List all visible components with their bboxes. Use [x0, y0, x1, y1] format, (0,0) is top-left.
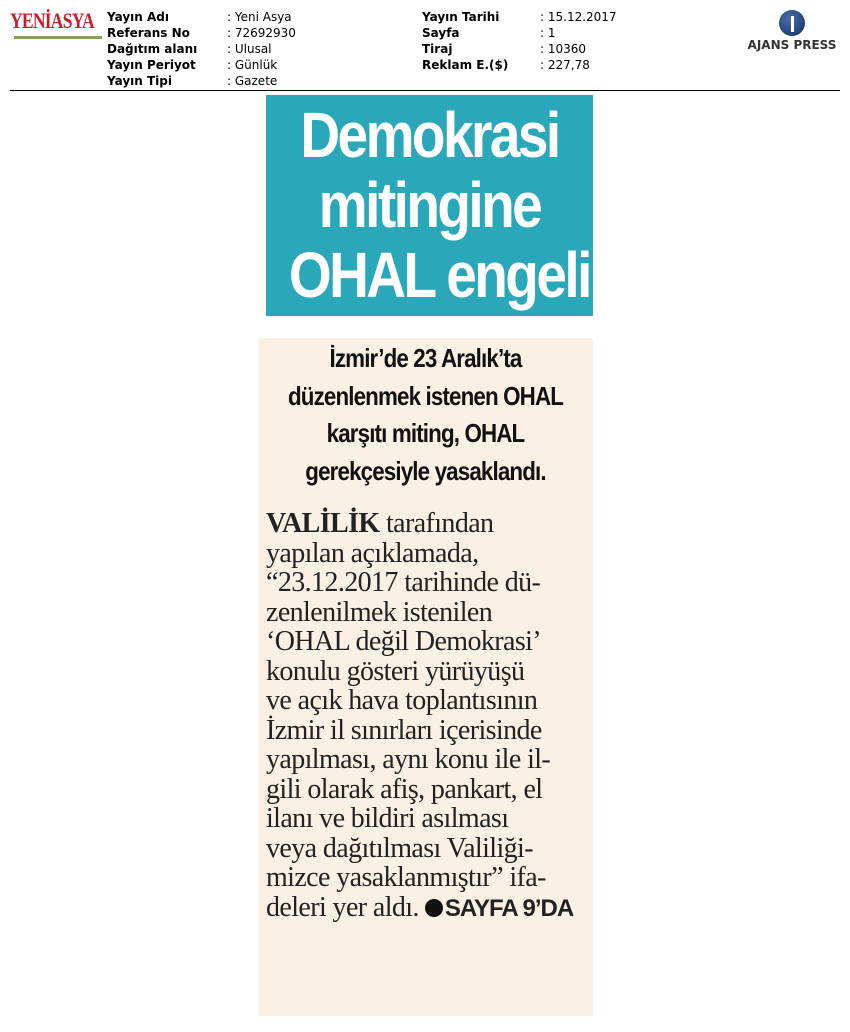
body-line: deleri yer aldı. SAYFA 9’DA	[266, 891, 574, 923]
headline-line: mitingine	[318, 169, 541, 241]
body-line: yapılan açıklamada,	[266, 537, 479, 569]
subheadline: İzmir’de 23 Aralık’ta düzenlenmek istenen OHAL karşıtı miting, OHAL gerekçesiyle yasaklandı.	[287, 343, 564, 486]
info-row: Sayfa : 1	[422, 26, 556, 40]
body-line: veya dağıtılması Valiliği-	[266, 832, 533, 864]
body-line: İzmir il sınırları içerisinde	[266, 714, 542, 746]
body-line: ilanı ve bildiri asılması	[266, 803, 509, 834]
info-row: Yayın Periyot : Günlük	[107, 58, 278, 72]
page-reference: SAYFA 9’DA	[444, 894, 574, 922]
ajans-press-logo: AJANS PRESS	[742, 10, 842, 52]
headline-line: Demokrasi	[300, 99, 559, 171]
body-line: konulu gösteri yürüyüşü	[266, 655, 525, 687]
body-line: yapılması, aynı konu ile il-	[266, 744, 551, 775]
info-row: Yayın Tipi : Gazete	[107, 74, 278, 88]
info-row: Reklam E.($) : 227,78	[422, 58, 590, 72]
body-line: gili olarak afiş, pankart, el	[266, 773, 543, 805]
body-line: ‘OHAL değil Demokrasi’	[266, 626, 542, 657]
yeni-asya-logo: YENİASYA	[10, 8, 100, 42]
article-box	[258, 338, 593, 1016]
body-line: ve açık hava toplantısının	[266, 685, 538, 716]
publication-info-right	[422, 9, 617, 73]
info-row: Yayın Tarihi : 15.12.2017	[422, 10, 617, 24]
info-row: Referans No : 72692930	[107, 26, 296, 40]
headline-line: OHAL engeli	[288, 239, 590, 311]
body-line: “23.12.2017 tarihinde dü-	[266, 567, 541, 598]
article-body	[266, 509, 573, 923]
info-row: Yayın Adı : Yeni Asya	[107, 10, 292, 24]
info-row: Tiraj : 10360	[422, 42, 587, 56]
body-line: zenlenilmek istenilen	[266, 596, 493, 628]
body-line: VALİLİK tarafından	[266, 508, 494, 539]
publication-info-left	[107, 9, 296, 89]
bullet-icon	[425, 899, 443, 917]
info-row: Dağıtım alanı : Ulusal	[107, 42, 272, 56]
ajans-press-globe-icon	[779, 10, 805, 36]
body-line: mizce yasaklanmıştır” ifa-	[266, 862, 546, 893]
headline-box	[266, 95, 593, 316]
header-divider	[10, 90, 840, 91]
